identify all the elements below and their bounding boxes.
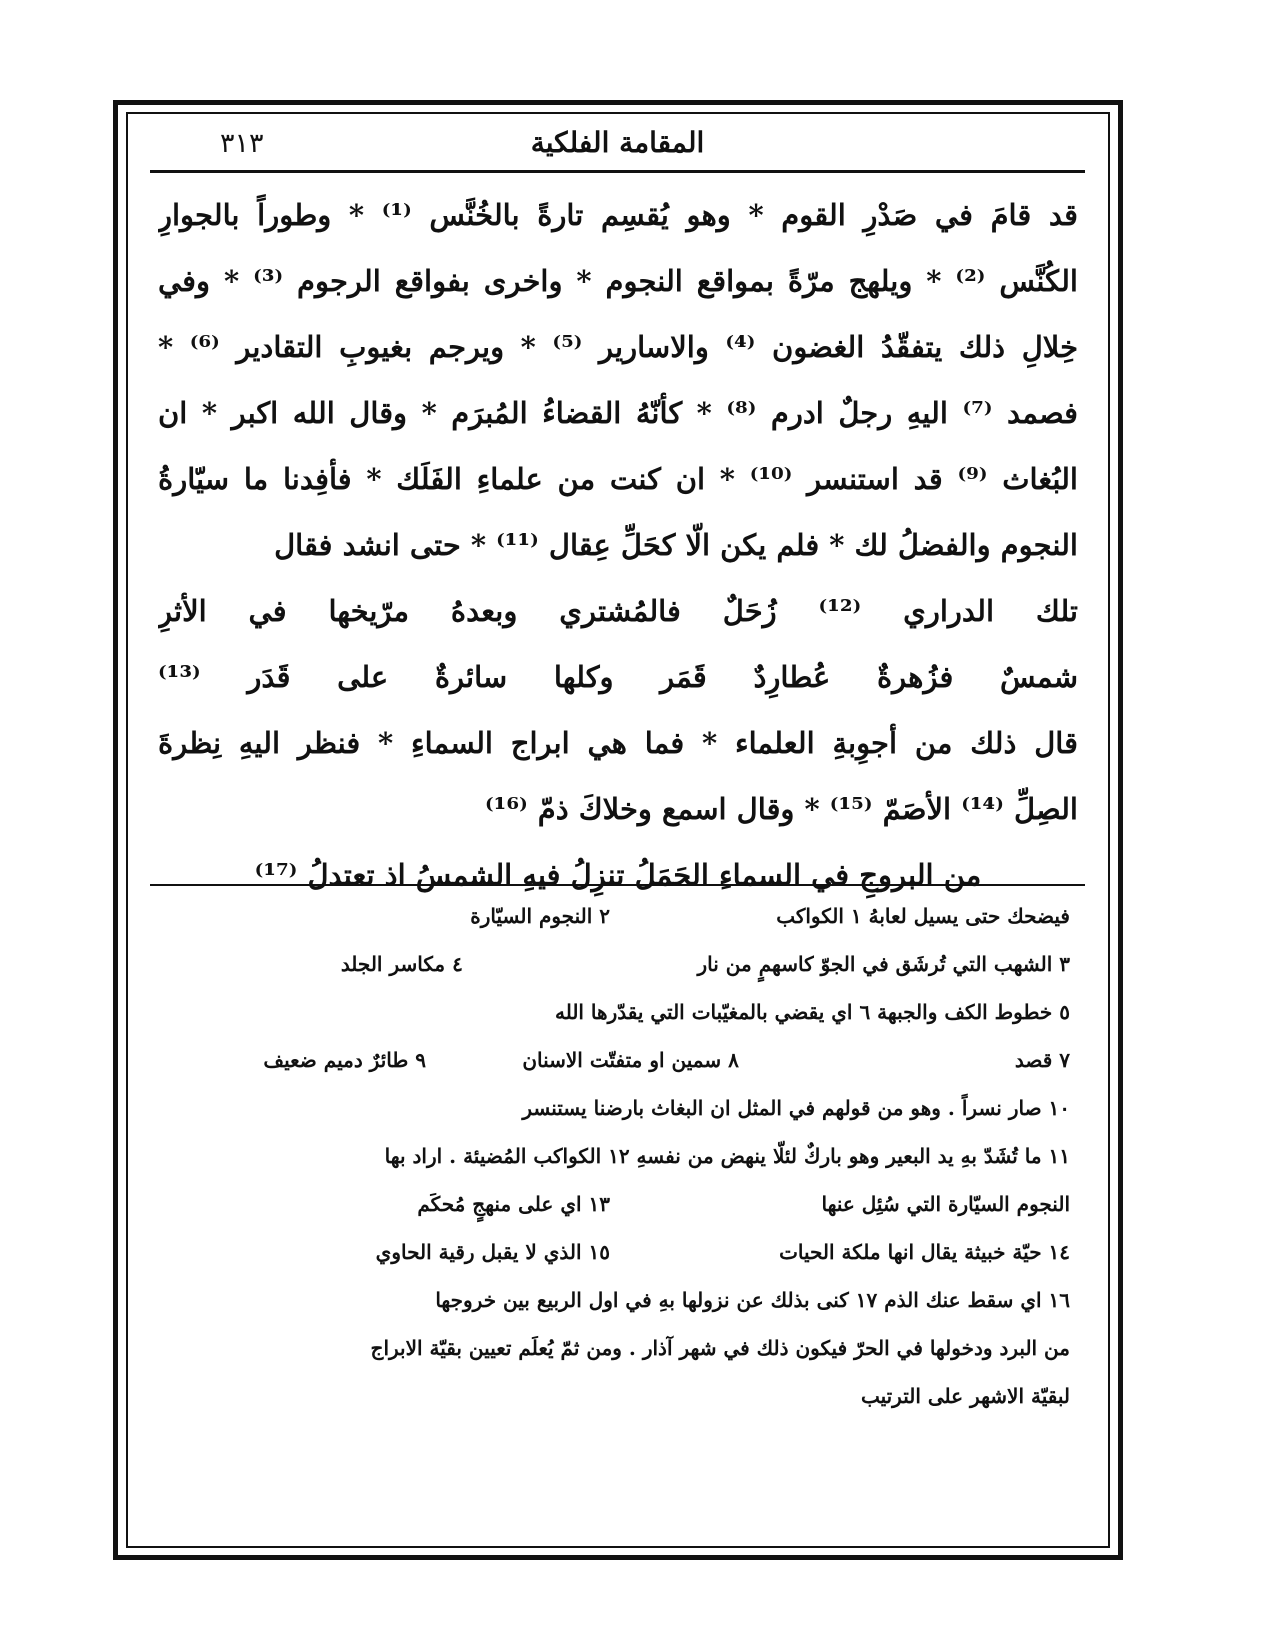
text-line: الصِلِّ ⁽¹⁴⁾ الأصَمّ ⁽¹⁵⁾ * وقال اسمع وخلاكَ ذمّ ⁽¹⁶⁾ [485,792,1078,826]
running-title: المقامة الفلكية [530,126,705,159]
footnote: ٧ قصد [1014,1048,1070,1072]
poem-verse: تلك الدراري ⁽¹²⁾ زُحَلٌ فالمُشتري وبعدهُ مرّيخها في الأثرِ [158,594,1078,628]
footnote-row [150,940,1070,988]
footnote: ٩ طائرٌ دميم ضعيف [263,1048,427,1072]
text-line: فصمد ⁽⁷⁾ اليهِ رجلٌ ادرم ⁽⁸⁾ * كأنّهُ القضاءُ المُبرَم * وقال الله اكبر * ان [158,396,1078,430]
footnotes [150,892,1070,1420]
footnote-row [150,1180,1070,1228]
footnote: ١٠ صار نسراً . وهو من قولهم في المثل ان البغاث بارضنا يستنسر [522,1096,1070,1120]
text-line: البُغاث ⁽⁹⁾ قد استنسر ⁽¹⁰⁾ * ان كنت من علماءِ الفَلَك * فأفِدنا ما سيّارةُ [158,462,1078,496]
footnote: فيضحك حتى يسيل لعابهُ ١ الكواكب [776,904,1070,928]
footnote: ٢ النجوم السيّارة [470,904,610,928]
main-text-body [158,182,1078,908]
page-number: ٣١٣ [220,128,264,159]
footnote: ٨ سمين او متفتّت الاسنان [522,1048,739,1072]
footnote: ٤ مكاسر الجلد [340,952,463,976]
text-line: خِلالِ ذلك يتفقّدُ الغضون ⁽⁴⁾ والاسارير ⁽⁵⁾ * ويرجم بغيوبِ التقادير ⁽⁶⁾ * [158,330,1078,364]
footnote: ١١ ما تُشَدّ بهِ يد البعير وهو باركٌ لئلّا ينهض من نفسهِ ١٢ الكواكب المُضيئة . اراد بها [384,1144,1070,1168]
footnote-row [150,988,1070,1036]
text-line: قال ذلك من أجوِبةِ العلماء * فما هي ابراج السماءِ * فنظر اليهِ نِظرةَ [158,726,1078,760]
footnote-row [150,1036,1070,1084]
text-line: الكُنَّس ⁽²⁾ * ويلهج مرّةً بمواقع النجوم * واخرى بفواقع الرجوم ⁽³⁾ * وفي [158,264,1078,298]
footnote: النجوم السيّارة التي سُئِل عنها [821,1192,1070,1216]
text-line: النجوم والفضلُ لك * فلم يكن الّا كحَلِّ عِقال ⁽¹¹⁾ * حتى انشد فقال [274,528,1078,562]
footnote: ١٦ اي سقط عنك الذم ١٧ كنى بذلك عن نزولها بهِ في اول الربيع بين خروجها [435,1288,1070,1312]
footnote: ١٤ حيّة خبيثة يقال انها ملكة الحيات [779,1240,1070,1264]
footnote: ١٥ الذي لا يقبل رقية الحاوي [375,1240,610,1264]
footnote: ١٣ اي على منهجٍ مُحكَم [417,1192,610,1216]
footnote: ٥ خطوط الكف والجبهة ٦ اي يقضي بالمغيّبات التي يقدّرها الله [554,1000,1070,1024]
footnote-separator [150,884,1085,886]
footnote: لبقيّة الاشهر على الترتيب [860,1384,1070,1408]
text-line: قد قامَ في صَدْرِ القوم * وهو يُقسِم تارةً بالخُنَّس ⁽¹⁾ * وطوراً بالجوارِ [158,198,1078,232]
footnote: ٣ الشهب التي تُرشَق في الجوّ كاسهمٍ من نار [697,952,1070,976]
poem-verse: شمسٌ فزُهرةٌ عُطارِدٌ قَمَر وكلها سائرةٌ على قَدَر ⁽¹³⁾ [158,660,1078,694]
page-header [150,124,1085,168]
footnote-row [150,892,1070,940]
poem-verse: من البروجِ في السماءِ الحَمَلُ تنزِلُ فيهِ الشمسُ اذ تعتدلُ ⁽¹⁷⁾ [254,858,982,892]
header-rule [150,170,1085,173]
footnote: من البرد ودخولها في الحرّ فيكون ذلك في شهر آذار . ومن ثمّ يُعلَم تعيين بقيّة الابراج [370,1336,1070,1360]
footnote-row [150,1228,1070,1276]
